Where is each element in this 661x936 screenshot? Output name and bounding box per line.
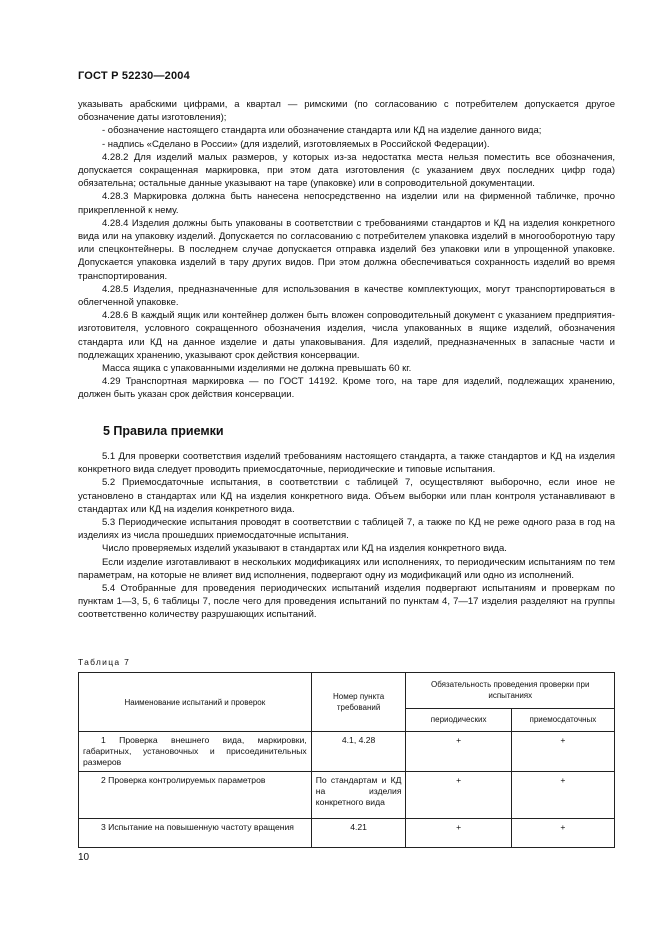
- section-heading: 5 Правила приемки: [103, 424, 224, 438]
- cell-ref: По стандартам и КД на изделия конкретного вида: [311, 772, 406, 819]
- header-periodic: периодических: [406, 708, 511, 731]
- table-7: [78, 672, 615, 848]
- table-row: [79, 772, 615, 819]
- paragraph: 4.29 Транспортная маркировка — по ГОСТ 14192. Кроме того, на таре для изделий, подлежащих хранению, должен быть указан срок действия консервации.: [78, 376, 615, 401]
- section4-continuation: [78, 98, 615, 402]
- section5-body: [78, 450, 615, 622]
- cell-name: 1 Проверка внешнего вида, маркировки, габаритных, установочных и присоединительных размеров: [79, 732, 312, 772]
- cell-acceptance: +: [511, 772, 614, 819]
- cell-periodic: +: [406, 819, 511, 848]
- document-header: ГОСТ Р 52230—2004: [78, 70, 190, 82]
- header-name: Наименование испытаний и проверок: [79, 673, 312, 732]
- header-mandatory: Обязательность проведения проверки при испытаниях: [406, 673, 615, 709]
- paragraph: 5.2 Приемосдаточные испытания, в соответствии с таблицей 7, осуществляют выборочно, если иное не установлено в стандартах или КД на изделия конкретного вида. Объем выборки или план контроля устанавливают в стандартах или КД на изделия конкретного вида.: [78, 477, 615, 515]
- cell-name: 3 Испытание на повышенную частоту вращения: [79, 819, 312, 848]
- page-number: 10: [78, 852, 90, 863]
- paragraph: Масса ящика с упакованными изделиями не должна превышать 60 кг.: [102, 363, 412, 375]
- paragraph: 5.3 Периодические испытания проводят в соответствии с таблицей 7, а также по КД не реже одного раза в год на изделиях из числа прошедших приемосдаточные испытания.: [78, 517, 615, 542]
- paragraph: 5.1 Для проверки соответствия изделий требованиям настоящего стандарта, а также стандартов и КД на изделия конкретного вида следует проводить приемосдаточные, периодические и типовые испытания.: [78, 451, 615, 476]
- paragraph: указывать арабскими цифрами, а квартал — римскими (по согласованию с потребителем допускается другое обозначение даты изготовления);: [78, 99, 615, 124]
- paragraph: 4.28.3 Маркировка должна быть нанесена непосредственно на изделии или на фирменной табличке, прочно прикрепленной к нему.: [78, 191, 615, 216]
- cell-ref: 4.21: [311, 819, 406, 848]
- table-row: [79, 819, 615, 848]
- table-caption: Таблица 7: [78, 657, 131, 667]
- header-acceptance: приемосдаточных: [511, 708, 614, 731]
- cell-acceptance: +: [511, 819, 614, 848]
- header-ref: Номер пункта требований: [311, 673, 406, 732]
- paragraph: - надпись «Сделано в России» (для изделий, изготовляемых в Российской Федерации).: [102, 138, 490, 150]
- paragraph: 5.4 Отобранные для проведения периодических испытаний изделия подвергают испытаниям и проверкам по пунктам 1—3, 5, 6 таблицы 7, после чего для проведения испытаний по пунктам 4, 7—17 изделия разделяют на группы соответственно количеству разрушающих испытаний.: [78, 583, 615, 621]
- table-row: [79, 732, 615, 772]
- paragraph: 4.28.5 Изделия, предназначенные для использования в качестве комплектующих, могут транспортироваться в облегченной упаковке.: [78, 283, 615, 309]
- cell-periodic: +: [406, 772, 511, 819]
- paragraph: Если изделие изготавливают в нескольких модификациях или исполнениях, то периодическим испытаниям по тем параметрам, на которые не влияет вид исполнения, подвергают одну из модификаций или одно из исполнений.: [78, 556, 615, 581]
- cell-acceptance: +: [511, 732, 614, 772]
- cell-periodic: +: [406, 732, 511, 772]
- paragraph: 4.28.2 Для изделий малых размеров, у которых из-за недостатка места нельзя поместить все обозначения, допускается сокращенная маркировка, при этом дата изготовления (с указанием двух последних цифр года) обязательна; остальные данные указывают на таре (упаковке) или в сопроводительной документации.: [78, 151, 615, 190]
- paragraph: - обозначение настоящего стандарта или обозначение стандарта или КД на изделие данного вида;: [102, 125, 542, 137]
- cell-name: 2 Проверка контролируемых параметров: [79, 772, 312, 819]
- cell-ref: 4.1, 4.28: [311, 732, 406, 772]
- paragraph: 4.28.4 Изделия должны быть упакованы в соответствии с требованиями стандартов и КД на изделия конкретного вида или на упаковку изделий. Допускается по согласованию с потребителем упаковка изделий в многооборотную тару или спецконтейнеры. В последнем случае допускается отправка изделий без упаковки или в упрощенной упаковке. Допускается упаковка изделий в тару других видов. При этом должна обеспечиваться сохранность изделий во время транспортирования.: [78, 217, 615, 282]
- paragraph: Число проверяемых изделий указывают в стандартах или КД на изделия конкретного вида.: [102, 543, 507, 555]
- paragraph: 4.28.6 В каждый ящик или контейнер должен быть вложен сопроводительный документ с указанием предприятия-изготовителя, условного сокращенного обозначения изделия, числа упакованных в ящике изделий, обозначения стандарта или КД на данное изделие и даты упаковывания. Для изделий, предназначенных в запасные части и подлежащих хранению, указывают срок действия консервации.: [78, 310, 615, 361]
